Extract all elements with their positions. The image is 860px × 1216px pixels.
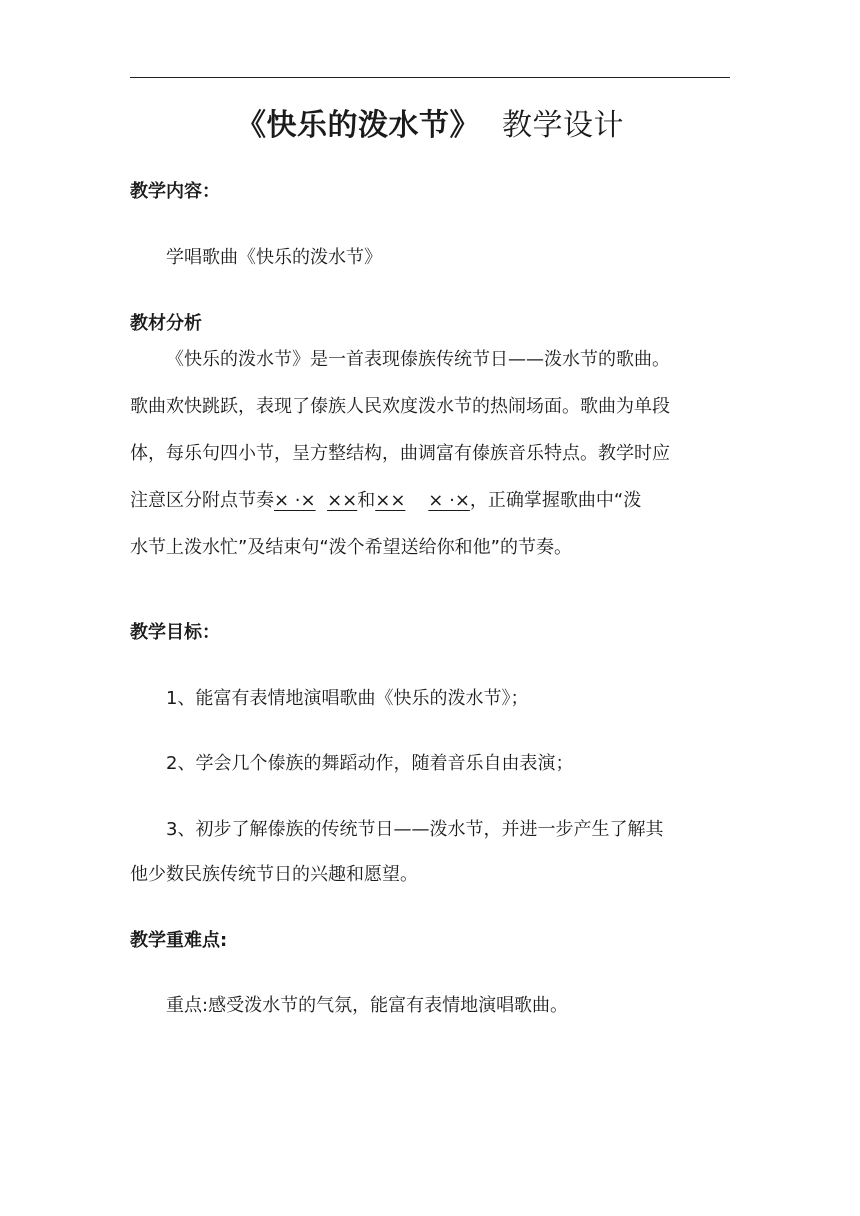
header-rule (130, 77, 730, 78)
goal-item-3-line-1: 3、初步了解傣族的传统节日——泼水节，并进一步产生了解其 (166, 819, 664, 840)
title-normal: 教学设计 (502, 108, 624, 143)
content-text: 学唱歌曲《快乐的泼水节》 (166, 247, 382, 268)
page-title (130, 104, 730, 148)
rhythm-even-2: ×× (375, 490, 406, 511)
analysis-line-3: 体，每乐句四小节，呈方整结构，曲调富有傣族音乐特点。教学时应 (130, 443, 670, 464)
goal-item-2: 2、学会几个傣族的舞蹈动作，随着音乐自由表演； (166, 753, 574, 774)
analysis-line-5: 水节上泼水忙”及结束句“泼个希望送给你和他”的节奏。 (130, 537, 572, 558)
analysis-line-4-post: ，正确掌握歌曲中“泼 (469, 490, 642, 511)
analysis-line-4 (130, 488, 730, 514)
goal-item-1: 1、能富有表情地演唱歌曲《快乐的泼水节》； (166, 688, 529, 709)
rhythm-dotted-1: × ·× (274, 490, 316, 511)
title-bold: 《快乐的泼水节》 (236, 108, 480, 143)
analysis-line-2: 歌曲欢快跳跃，表现了傣族人民欢度泼水节的热闹场面。歌曲为单段 (130, 396, 670, 417)
goal-item-3-line-2: 他少数民族传统节日的兴趣和愿望。 (130, 864, 418, 885)
rhythm-even-1: ×× (327, 490, 358, 511)
section-heading-analysis: 教材分析 (130, 313, 202, 334)
section-heading-key-points: 教学重难点: (130, 930, 228, 951)
analysis-line-4-and: 和 (357, 490, 376, 511)
analysis-line-4-pre: 注意区分附点节奏 (130, 490, 274, 511)
analysis-line-1: 《快乐的泼水节》是一首表现傣族传统节日——泼水节的歌曲。 (166, 349, 670, 370)
section-heading-content: 教学内容： (130, 181, 220, 202)
section-heading-goals: 教学目标： (130, 622, 220, 643)
rhythm-dotted-2: × ·× (428, 490, 470, 511)
key-point-1: 重点:感受泼水节的气氛，能富有表情地演唱歌曲。 (166, 995, 569, 1016)
